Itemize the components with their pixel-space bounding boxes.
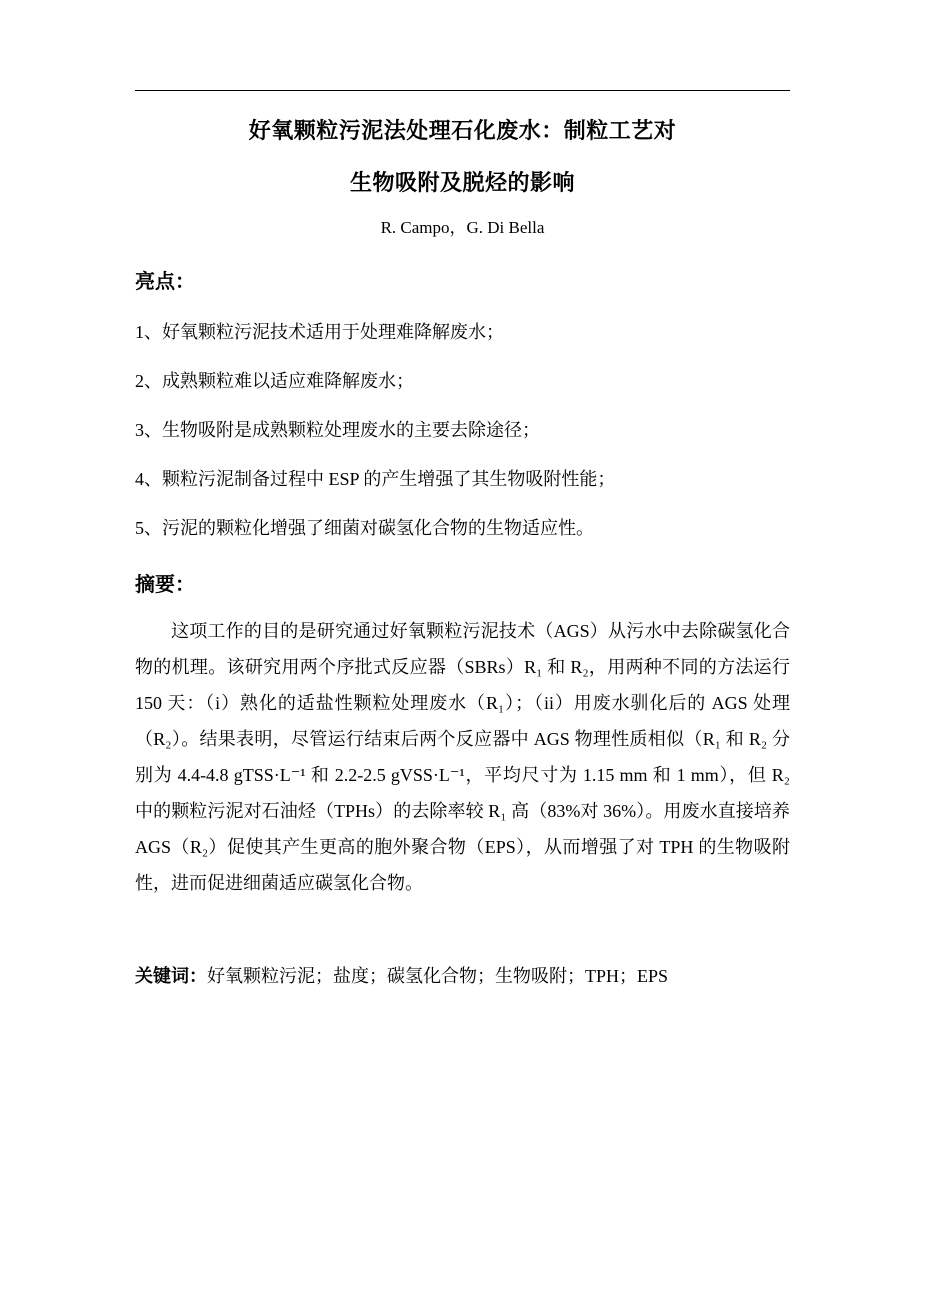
keywords-line (135, 965, 790, 987)
keywords-label: 关键词： (135, 966, 207, 986)
paper-title-line2: 生物吸附及脱烃的影响 (349, 170, 575, 195)
authors-line: R. Campo，G. Di Bella (380, 218, 545, 237)
abstract-paragraph: 这项工作的目的是研究通过好氧颗粒污泥技术（AGS）从污水中去除碳氢化合物的机理。该研究用两个序批式反应器（SBRs）R₁ 和 R₂，用两种不同的方法运行 150 天：（i）熟化的适盐性颗粒处理废水（R₁）；（ii）用废水驯化后的 AGS 处理（R₂）。结果表明，尽管运行结束后两个反应器中 AGS 物理性质相似（R₁ 和 R₂ 分别为 4.4-4.8 gTSS·L⁻¹ 和 2.2-2.5 gVSS·L⁻¹，平均尺寸为 1.15 mm 和 1 mm），但 R₂ 中的颗粒污泥对石油烃（TPHs）的去除率较 R₁ 高（83%对 36%）。用废水直接培养 AGS（R₂）促使其产生更高的胞外聚合物（EPS），从而增强了对 TPH 的生物吸附性，进而促进细菌适应碳氢化合物。 (135, 621, 790, 893)
highlight-item-4: 4、颗粒污泥制备过程中 ESP 的产生增强了其生物吸附性能； (135, 469, 616, 489)
highlight-item-2: 2、成熟颗粒难以适应难降解废水； (135, 371, 414, 391)
highlights-list (135, 321, 790, 539)
highlight-item-5: 5、污泥的颗粒化增强了细菌对碳氢化合物的生物适应性。 (135, 518, 594, 538)
highlights-heading: 亮点： (135, 271, 195, 293)
highlight-item-3: 3、生物吸附是成熟颗粒处理废水的主要去除途径； (135, 420, 540, 440)
paper-title-line1: 好氧颗粒污泥法处理石化废水：制粒工艺对 (248, 118, 677, 143)
highlight-item-1: 1、好氧颗粒污泥技术适用于处理难降解废水； (135, 322, 504, 342)
header-rule (135, 90, 790, 91)
abstract-heading: 摘要： (135, 574, 195, 596)
keywords-text: 好氧颗粒污泥；盐度；碳氢化合物；生物吸附；TPH；EPS (207, 966, 669, 986)
